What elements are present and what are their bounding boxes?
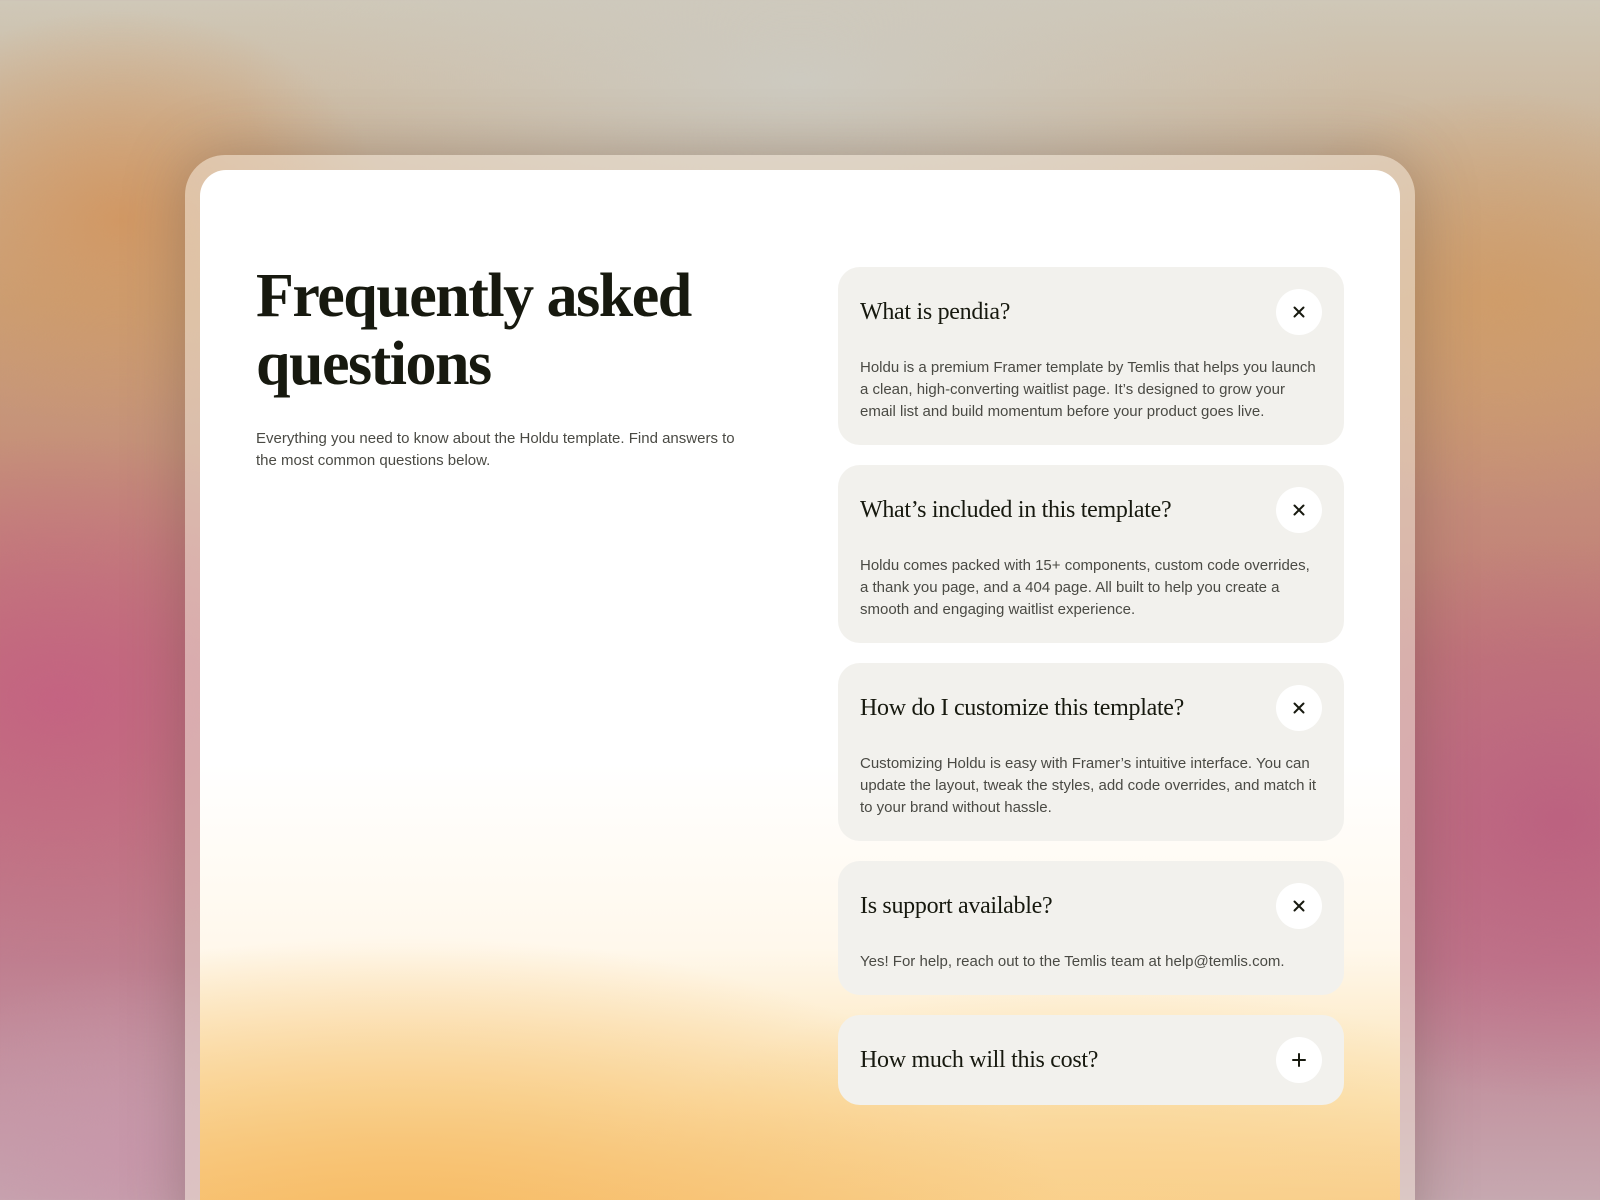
faq-card (200, 170, 1400, 1200)
faq-item-whats-included (838, 465, 1344, 643)
faq-item-header[interactable] (860, 1037, 1322, 1083)
close-icon (1292, 305, 1306, 319)
faq-question: What’s included in this template? (860, 496, 1172, 523)
faq-item-header[interactable] (860, 685, 1322, 731)
faq-item-header[interactable] (860, 289, 1322, 335)
faq-list (838, 267, 1344, 1125)
page-subtitle: Everything you need to know about the Holdu template. Find answers to the most common questions below. (256, 430, 735, 469)
plus-icon (1291, 1052, 1307, 1068)
faq-intro (256, 262, 756, 472)
faq-item-support (838, 861, 1344, 995)
faq-answer: Customizing Holdu is easy with Framer’s intuitive interface. You can update the layout, tweak the styles, add code overrides, and match it to your brand without hassle. (860, 755, 1317, 816)
close-icon (1292, 899, 1306, 913)
faq-question: How do I customize this template? (860, 694, 1185, 721)
page-title-line-2: questions (256, 330, 491, 398)
faq-item-header[interactable] (860, 487, 1322, 533)
faq-item-header[interactable] (860, 883, 1322, 929)
faq-question: Is support available? (860, 892, 1053, 919)
faq-item-what-is-pendia (838, 267, 1344, 445)
page-title (256, 262, 756, 398)
close-icon (1292, 701, 1306, 715)
faq-toggle-button[interactable] (1276, 685, 1322, 731)
faq-answer: Holdu is a premium Framer template by Temlis that helps you launch a clean, high-converting waitlist page. It’s designed to grow your email list and build momentum before your product goes live. (860, 359, 1316, 420)
close-icon (1292, 503, 1306, 517)
page-title-line-1: Frequently asked (256, 262, 691, 330)
faq-toggle-button[interactable] (1276, 883, 1322, 929)
faq-item-cost (838, 1015, 1344, 1105)
faq-toggle-button[interactable] (1276, 487, 1322, 533)
faq-question: How much will this cost? (860, 1046, 1099, 1073)
faq-answer: Holdu comes packed with 15+ components, custom code overrides, a thank you page, and a 404 page. All built to help you create a smooth and engaging waitlist experience. (860, 557, 1310, 618)
faq-question: What is pendia? (860, 298, 1011, 325)
faq-answer: Yes! For help, reach out to the Temlis team at help@temlis.com. (860, 953, 1285, 970)
faq-toggle-button[interactable] (1276, 289, 1322, 335)
faq-toggle-button[interactable] (1276, 1037, 1322, 1083)
faq-item-customize (838, 663, 1344, 841)
